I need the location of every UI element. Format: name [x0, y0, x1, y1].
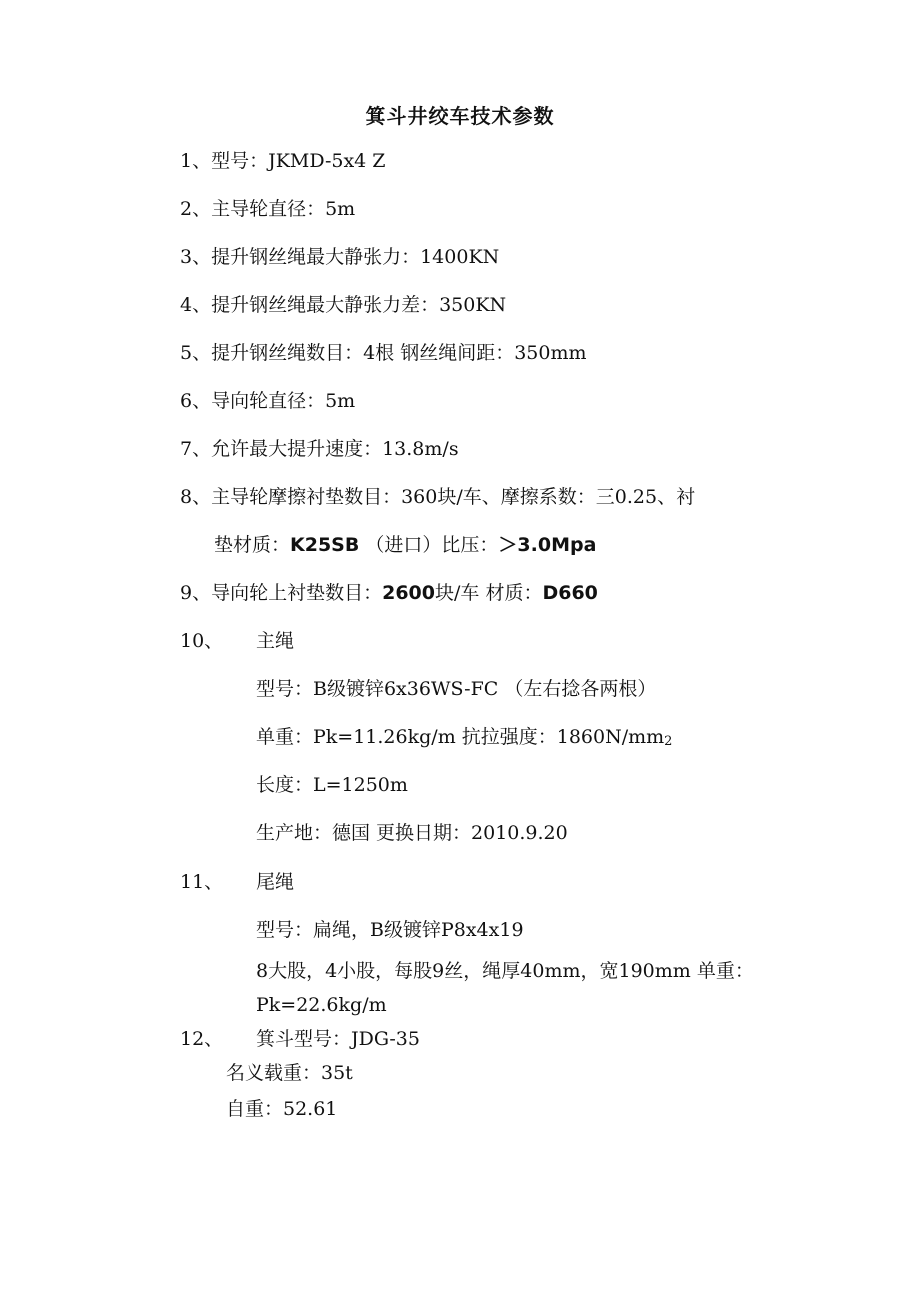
item-number: 7、 [180, 438, 212, 460]
item-text: （进口）比压： [359, 534, 499, 556]
skip-model: 箕斗型号：JDG-35 [256, 1028, 420, 1050]
item-number: 9、 [180, 582, 212, 604]
item-number: 8、 [180, 486, 212, 508]
specific-pressure: ＞3.0Mpa [498, 534, 597, 556]
item-text: 提升钢丝绳数目：4根 钢丝绳间距：350mm [211, 342, 587, 364]
item-text: 导向轮上衬垫数目： [211, 582, 383, 604]
item-number: 3、 [180, 246, 212, 268]
item-number: 5、 [180, 342, 212, 364]
param-item-12-number: 12、 [180, 1028, 224, 1050]
param-item-6 [180, 388, 355, 414]
param-item-11-number: 11、 [180, 871, 224, 893]
item-text: 垫材质： [214, 534, 291, 556]
item-text: 块/车 材质： [435, 582, 543, 604]
skip-nominal-load: 名义载重：35t [226, 1062, 353, 1084]
tail-rope-weight: Pk=22.6kg/m [256, 994, 387, 1016]
param-item-2 [180, 196, 355, 222]
param-item-5 [180, 340, 587, 366]
param-item-4 [180, 292, 506, 318]
skip-self-weight: 自重：52.61 [226, 1098, 338, 1120]
param-item-10-number: 10、 [180, 630, 224, 652]
item-text: 允许最大提升速度：13.8m/s [211, 438, 459, 460]
item-text: 主导轮直径：5m [211, 198, 356, 220]
item-text: 提升钢丝绳最大静张力：1400KN [211, 246, 500, 268]
param-item-8-line2 [214, 532, 596, 558]
main-rope-model: 型号：B级镀锌6x36WS-FC （左右捻各两根） [256, 678, 657, 700]
main-rope-length: 长度：L=1250m [256, 774, 408, 796]
main-rope-weight [256, 724, 672, 755]
item-number: 2、 [180, 198, 212, 220]
param-item-7 [180, 436, 459, 462]
lining-material: K25SB [290, 534, 360, 556]
param-item-10-label: 主绳 [256, 630, 295, 652]
param-item-9 [180, 580, 598, 606]
param-item-1 [180, 148, 386, 174]
param-item-3 [180, 244, 499, 270]
document-title: 箕斗井绞车技术参数 [365, 104, 555, 128]
item-number: 1、 [180, 150, 212, 172]
item-text: 提升钢丝绳最大静张力差：350KN [211, 294, 507, 316]
item-text: 导向轮直径：5m [211, 390, 356, 412]
unit-subscript: 2 [664, 734, 673, 749]
item-text: 单重：Pk=11.26kg/m 抗拉强度：1860N/mm [256, 726, 665, 748]
item-number: 4、 [180, 294, 212, 316]
tail-rope-model: 型号：扁绳，B级镀锌P8x4x19 [256, 919, 524, 941]
main-rope-origin: 生产地：德国 更换日期：2010.9.20 [256, 822, 568, 844]
item-text: 主导轮摩擦衬垫数目：360块/车、摩擦系数：三0.25、衬 [211, 486, 696, 508]
item-number: 6、 [180, 390, 212, 412]
tail-rope-spec: 8大股，4小股，每股9丝，绳厚40mm，宽190mm 单重： [256, 960, 754, 982]
lining-material: D660 [542, 582, 598, 604]
lining-count: 2600 [382, 582, 435, 604]
param-item-11-label: 尾绳 [256, 871, 295, 893]
param-item-8-line1 [180, 484, 695, 510]
item-text: 型号：JKMD-5x4 Z [211, 150, 386, 172]
